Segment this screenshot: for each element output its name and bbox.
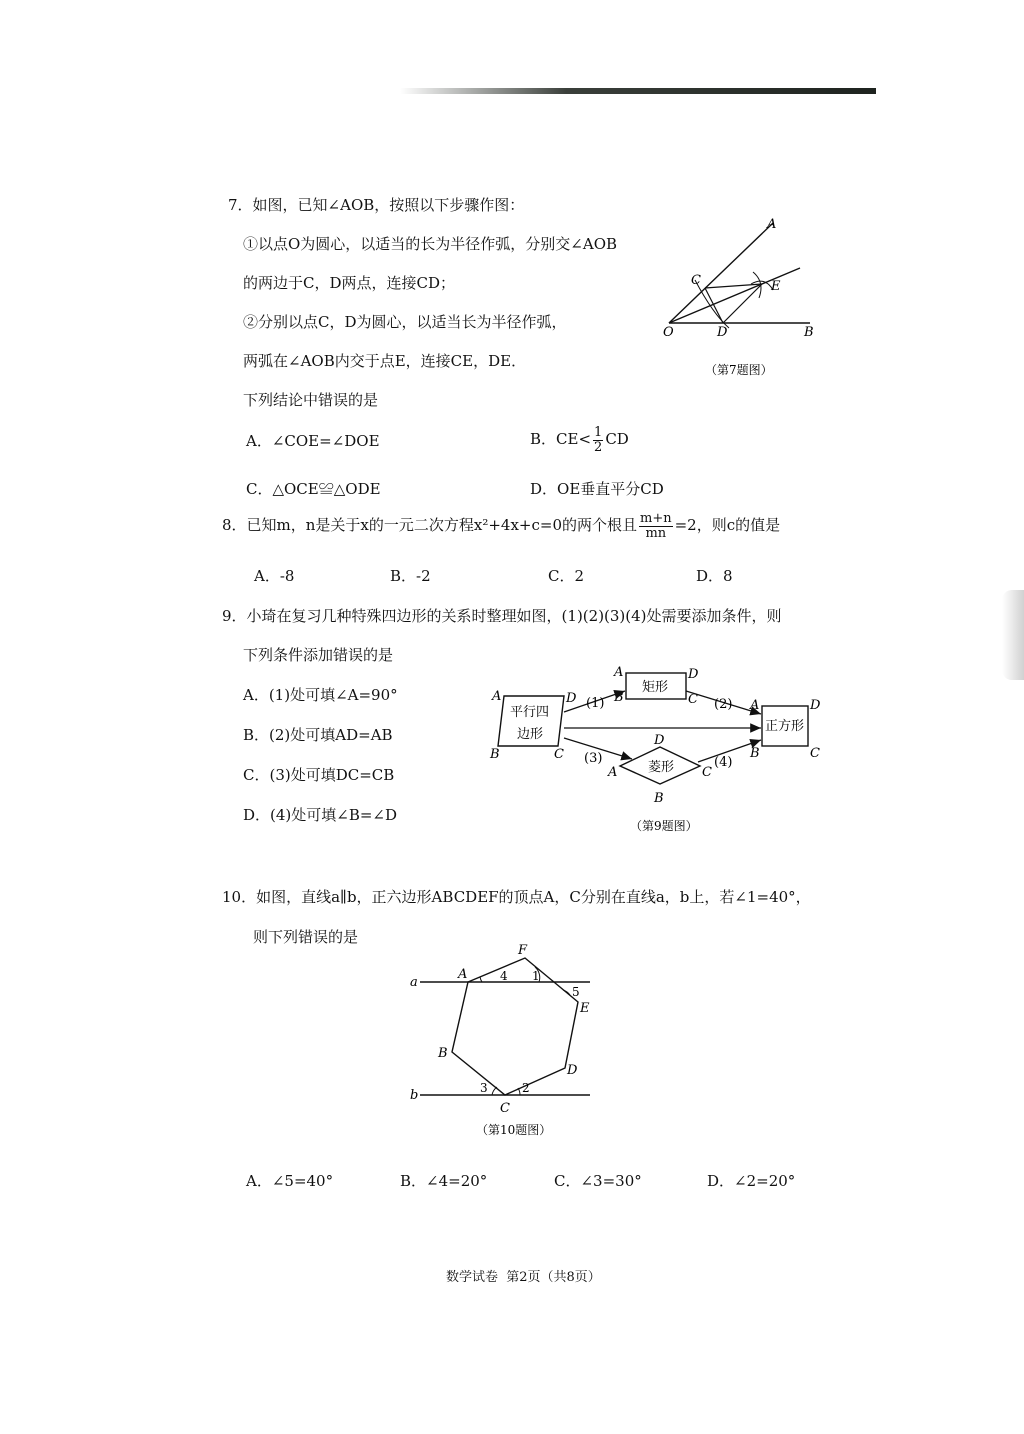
para-vertex-b: B xyxy=(490,747,500,762)
rect-vertex-a: A xyxy=(614,665,624,680)
q9-option-d: D．(4)处可填∠B=∠D xyxy=(243,806,398,824)
q8-option-d: D．8 xyxy=(696,567,733,585)
quadrilateral-relation-diagram xyxy=(480,662,830,840)
angle-4-label: 4 xyxy=(500,969,508,983)
ray-oa xyxy=(669,223,773,323)
q8-option-b: B．-2 xyxy=(390,567,431,585)
square-vertex-a: A xyxy=(750,698,760,713)
angle-5-label: 5 xyxy=(572,985,580,999)
rect-vertex-d: D xyxy=(688,667,699,682)
step-label-1: (1) xyxy=(586,696,605,711)
label-o: O xyxy=(663,325,674,340)
square-label: 正方形 xyxy=(765,719,805,734)
q8-option-c: C．2 xyxy=(548,567,585,585)
q8-fraction xyxy=(639,512,673,540)
q8-stem xyxy=(222,512,780,540)
rhombus-vertex-b: B xyxy=(654,791,664,806)
hex-vertex-f: F xyxy=(518,943,528,958)
fraction-half xyxy=(593,426,603,454)
q9-figure xyxy=(480,662,830,840)
q7-figure xyxy=(655,210,830,385)
q7-figure-caption: （第7题图） xyxy=(705,363,773,377)
q8-option-a: A．-8 xyxy=(254,567,295,585)
fraction-denominator: 2 xyxy=(594,439,603,455)
hex-vertex-c: C xyxy=(500,1101,510,1116)
rhombus-label: 菱形 xyxy=(648,760,675,775)
label-e: E xyxy=(771,279,781,294)
square-vertex-d: D xyxy=(810,698,821,713)
label-line-a: a xyxy=(410,975,418,990)
para-vertex-d: D xyxy=(566,691,577,706)
q7-option-b xyxy=(530,426,629,454)
q10-figure xyxy=(400,940,600,1145)
q8-stem-prefix: 8．已知m，n是关于x的一元二次方程x²+4x+c=0的两个根且 xyxy=(222,516,638,535)
hexagon-parallel-lines-diagram xyxy=(400,940,600,1145)
angle-3-label: 3 xyxy=(480,1081,488,1095)
q10-stem-line1: 10．如图，直线a∥b，正六边形ABCDEF的顶点A，C分别在直线a，b上，若∠1=40°， xyxy=(222,888,811,906)
q7-option-c: C．△OCE≌△ODE xyxy=(246,480,381,498)
label-line-b: b xyxy=(410,1088,419,1103)
q10-option-b: B．∠4=20° xyxy=(400,1172,488,1190)
q10-option-c: C．∠3=30° xyxy=(554,1172,642,1190)
q7-step2-line1: ②分别以点C，D为圆心，以适当长为半径作弧， xyxy=(243,313,567,331)
regular-hexagon xyxy=(452,958,578,1095)
angle-2-label: 2 xyxy=(522,1081,530,1095)
rhombus-vertex-d: D xyxy=(654,733,665,748)
hex-vertex-b: B xyxy=(438,1046,448,1061)
q7-option-a: A．∠COE=∠DOE xyxy=(246,432,380,450)
step-label-2: (2) xyxy=(714,697,733,712)
q7-option-b-prefix: B．CE< xyxy=(530,430,592,449)
q9-stem-line1: 9．小琦在复习几种特殊四边形的关系时整理如图，(1)(2)(3)(4)处需要添加条件，则 xyxy=(222,607,782,625)
q10-stem-line2: 则下列错误的是 xyxy=(253,928,359,946)
q7-step2-line2: 两弧在∠AOB内交于点E，连接CE，DE． xyxy=(243,352,527,370)
q7-prompt: 下列结论中错误的是 xyxy=(243,391,379,409)
arc-centered-d xyxy=(751,281,773,290)
q9-option-b: B．(2)处可填AD=AB xyxy=(243,726,393,744)
page-footer: 数学试卷 第2页（共8页） xyxy=(446,1270,601,1285)
parallelogram-label-2: 边形 xyxy=(517,727,544,742)
hex-vertex-e: E xyxy=(580,1001,590,1016)
q8-fraction-numerator: m+n xyxy=(640,511,672,526)
q7-stem: 7．如图，已知∠AOB，按照以下步骤作图： xyxy=(228,196,525,214)
label-d: D xyxy=(717,325,728,340)
label-c: C xyxy=(691,273,701,288)
rhombus-vertex-a: A xyxy=(608,765,618,780)
angle-4-arc xyxy=(480,977,482,982)
para-vertex-a: A xyxy=(492,689,502,704)
segment-cd xyxy=(705,288,723,323)
hex-vertex-d: D xyxy=(567,1063,578,1078)
label-a: A xyxy=(767,217,777,232)
square-vertex-c: C xyxy=(810,746,820,761)
page-edge-shadow xyxy=(1002,590,1024,680)
ray-oe xyxy=(669,268,800,323)
segment-de xyxy=(723,284,762,323)
parallelogram-label-1: 平行四 xyxy=(510,705,550,720)
q9-option-c: C．(3)处可填DC=CB xyxy=(243,766,395,784)
rhombus-vertex-c: C xyxy=(702,765,712,780)
top-border-line xyxy=(400,88,876,94)
q10-figure-caption: （第10题图） xyxy=(476,1123,552,1137)
rect-vertex-c: C xyxy=(688,692,698,707)
q7-step1-line1: ①以点O为圆心，以适当的长为半径作弧，分别交∠AOB xyxy=(243,235,618,253)
angle-construction-diagram xyxy=(655,210,830,385)
q7-option-d: D．OE垂直平分CD xyxy=(530,480,664,498)
q8-stem-suffix: =2，则c的值是 xyxy=(674,516,781,535)
q9-stem-line2: 下列条件添加错误的是 xyxy=(243,646,394,664)
angle-1-label: 1 xyxy=(532,969,540,983)
square-vertex-b: B xyxy=(750,746,760,761)
step-label-4: (4) xyxy=(714,755,733,770)
fraction-numerator: 1 xyxy=(594,425,603,440)
q9-option-a: A．(1)处可填∠A=90° xyxy=(243,686,398,704)
q7-step1-line2: 的两边于C，D两点，连接CD； xyxy=(243,274,456,292)
para-vertex-c: C xyxy=(554,747,564,762)
rect-vertex-b: B xyxy=(614,690,624,705)
rectangle-label: 矩形 xyxy=(642,680,669,695)
q9-figure-caption: （第9题图） xyxy=(630,819,698,833)
label-b: B xyxy=(804,325,814,340)
q10-option-a: A．∠5=40° xyxy=(246,1172,334,1190)
q8-fraction-denominator: mn xyxy=(645,525,667,541)
step-label-3: (3) xyxy=(584,751,603,766)
q7-option-b-suffix: CD xyxy=(605,430,629,449)
angle-3-arc xyxy=(492,1087,497,1095)
q10-option-d: D．∠2=20° xyxy=(707,1172,796,1190)
hex-vertex-a: A xyxy=(458,967,468,982)
